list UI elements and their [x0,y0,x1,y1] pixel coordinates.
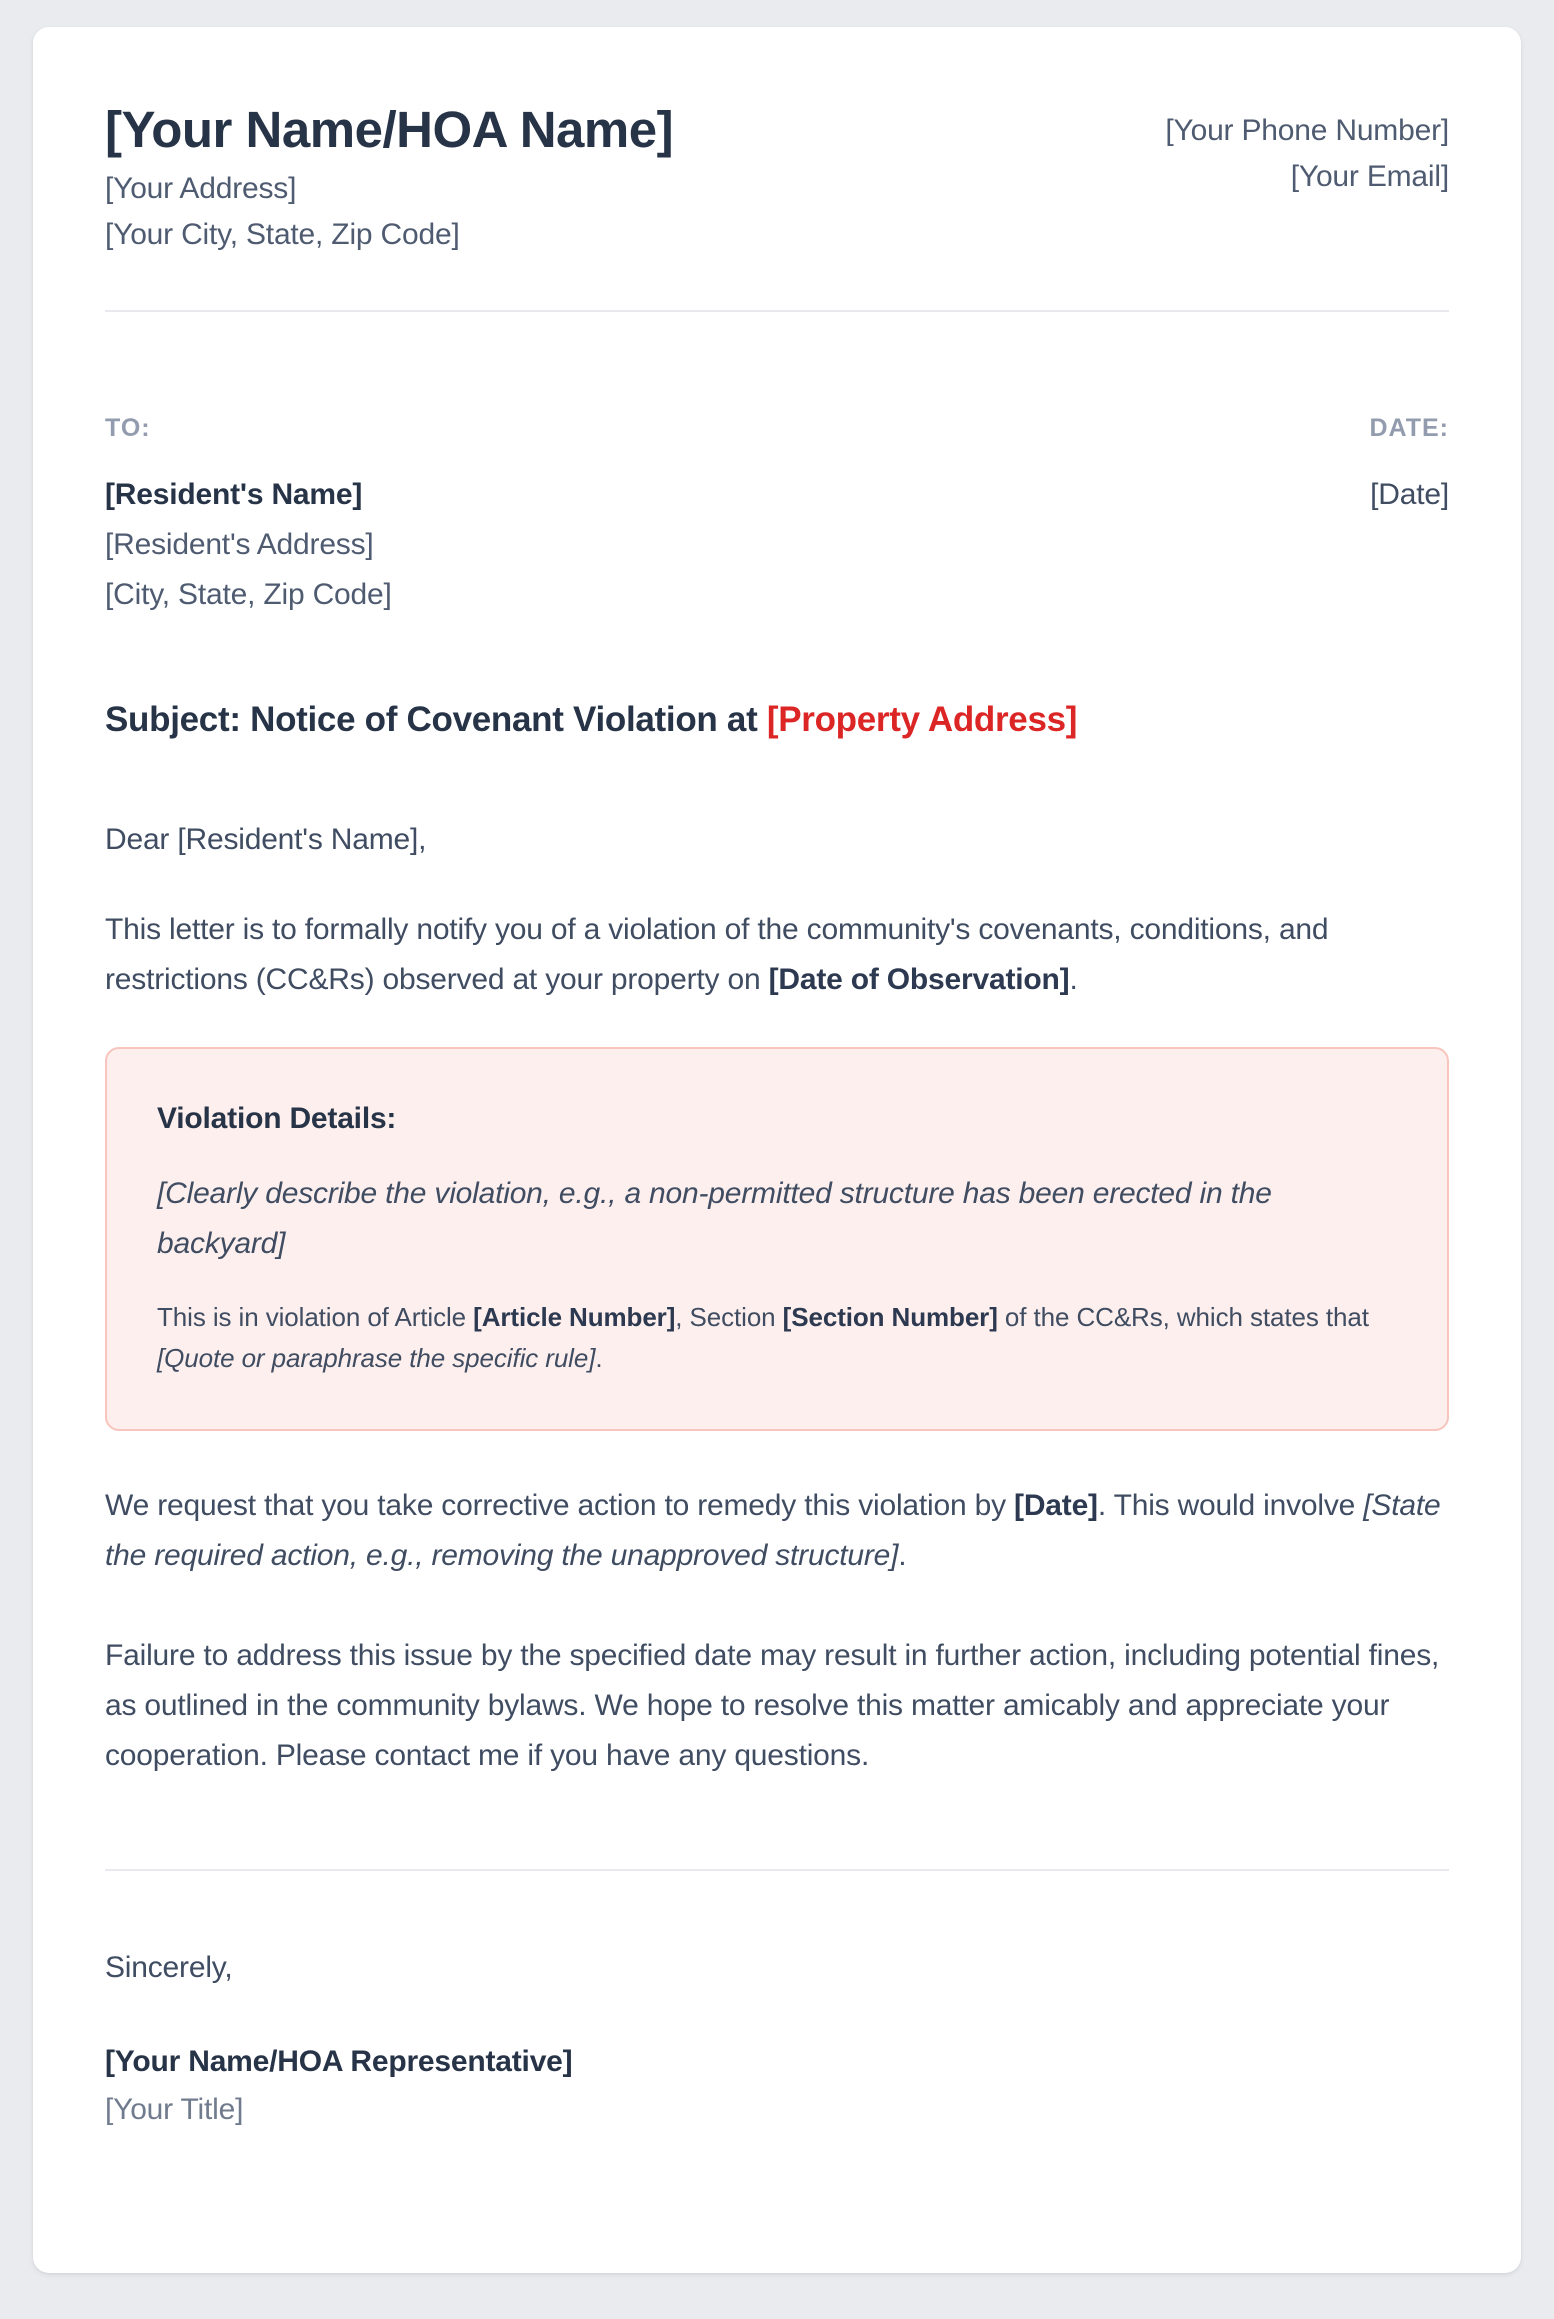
sender-phone: [Your Phone Number] [1165,114,1449,147]
closing-divider [105,1869,1449,1871]
intro-text: This letter is to formally notify you of a violation of the community's covenants, conditions, and restrictions (CC&Rs) observed at your property on [105,913,1329,996]
to-label: TO: [105,414,151,442]
subject-line [105,695,1449,745]
corrective-action-paragraph [105,1481,1449,1581]
sender-block [105,99,673,258]
rule-text-3: of the CC&Rs, which states that [997,1302,1369,1332]
recipient-date-row [105,412,1449,620]
intro-text-end: . [1069,963,1078,996]
rule-text-4: . [595,1343,603,1373]
date-block [1369,412,1449,620]
recipient-block [105,412,392,620]
article-number-placeholder: [Article Number] [473,1302,676,1332]
sender-name: [Your Name/HOA Name] [105,101,674,158]
violation-rule-reference [157,1297,1397,1379]
rule-quote-placeholder: [Quote or paraphrase the specific rule] [157,1343,596,1373]
deadline-date-placeholder: [Date] [1014,1489,1098,1522]
consequences-paragraph: Failure to address this issue by the specified date may result in further action, including potential fines, as outlined in the community bylaws. We hope to resolve this matter amicably and appreciate your cooperation. Please contact me if you have any questions. [105,1639,1440,1772]
rule-text-1: This is in violation of Article [157,1302,474,1332]
date-label: DATE: [1369,414,1449,442]
signature-block [105,2038,1449,2134]
sender-address-line1: [Your Address] [105,172,297,205]
recipient-address-line2: [City, State, Zip Code] [105,578,392,611]
letter-document [33,27,1521,2273]
salutation: Dear [Resident's Name], [105,823,427,856]
corrective-text-1: We request that you take corrective action to remedy this violation by [105,1489,1015,1522]
sender-contact-block [1165,99,1449,258]
required-action-placeholder: [State the required action, e.g., removing the unapproved structure] [105,1489,1441,1572]
sender-email: [Your Email] [1290,160,1449,193]
signature-name: [Your Name/HOA Representative] [105,2045,573,2078]
sender-address-line2: [Your City, State, Zip Code] [105,218,460,251]
header-divider [105,310,1449,312]
violation-details-title: Violation Details: [157,1102,397,1135]
date-of-observation-placeholder: [Date of Observation] [768,963,1070,996]
intro-paragraph [105,905,1449,1005]
corrective-text-3: . [898,1539,907,1572]
letter-header [105,99,1449,258]
property-address-placeholder: [Property Address] [766,700,1078,739]
recipient-name: [Resident's Name] [105,478,363,511]
violation-details-box [105,1047,1449,1431]
signature-title: [Your Title] [105,2093,244,2126]
violation-description: [Clearly describe the violation, e.g., a non-permitted structure has been erected in the backyard] [157,1177,1272,1260]
rule-text-2: , Section [675,1302,783,1332]
subject-prefix: Subject: Notice of Covenant Violation at [105,700,767,739]
closing-salutation: Sincerely, [105,1951,233,1984]
section-number-placeholder: [Section Number] [782,1302,998,1332]
recipient-address-line1: [Resident's Address] [105,528,374,561]
date-value: [Date] [1370,478,1449,511]
corrective-text-2: . This would involve [1097,1489,1364,1522]
